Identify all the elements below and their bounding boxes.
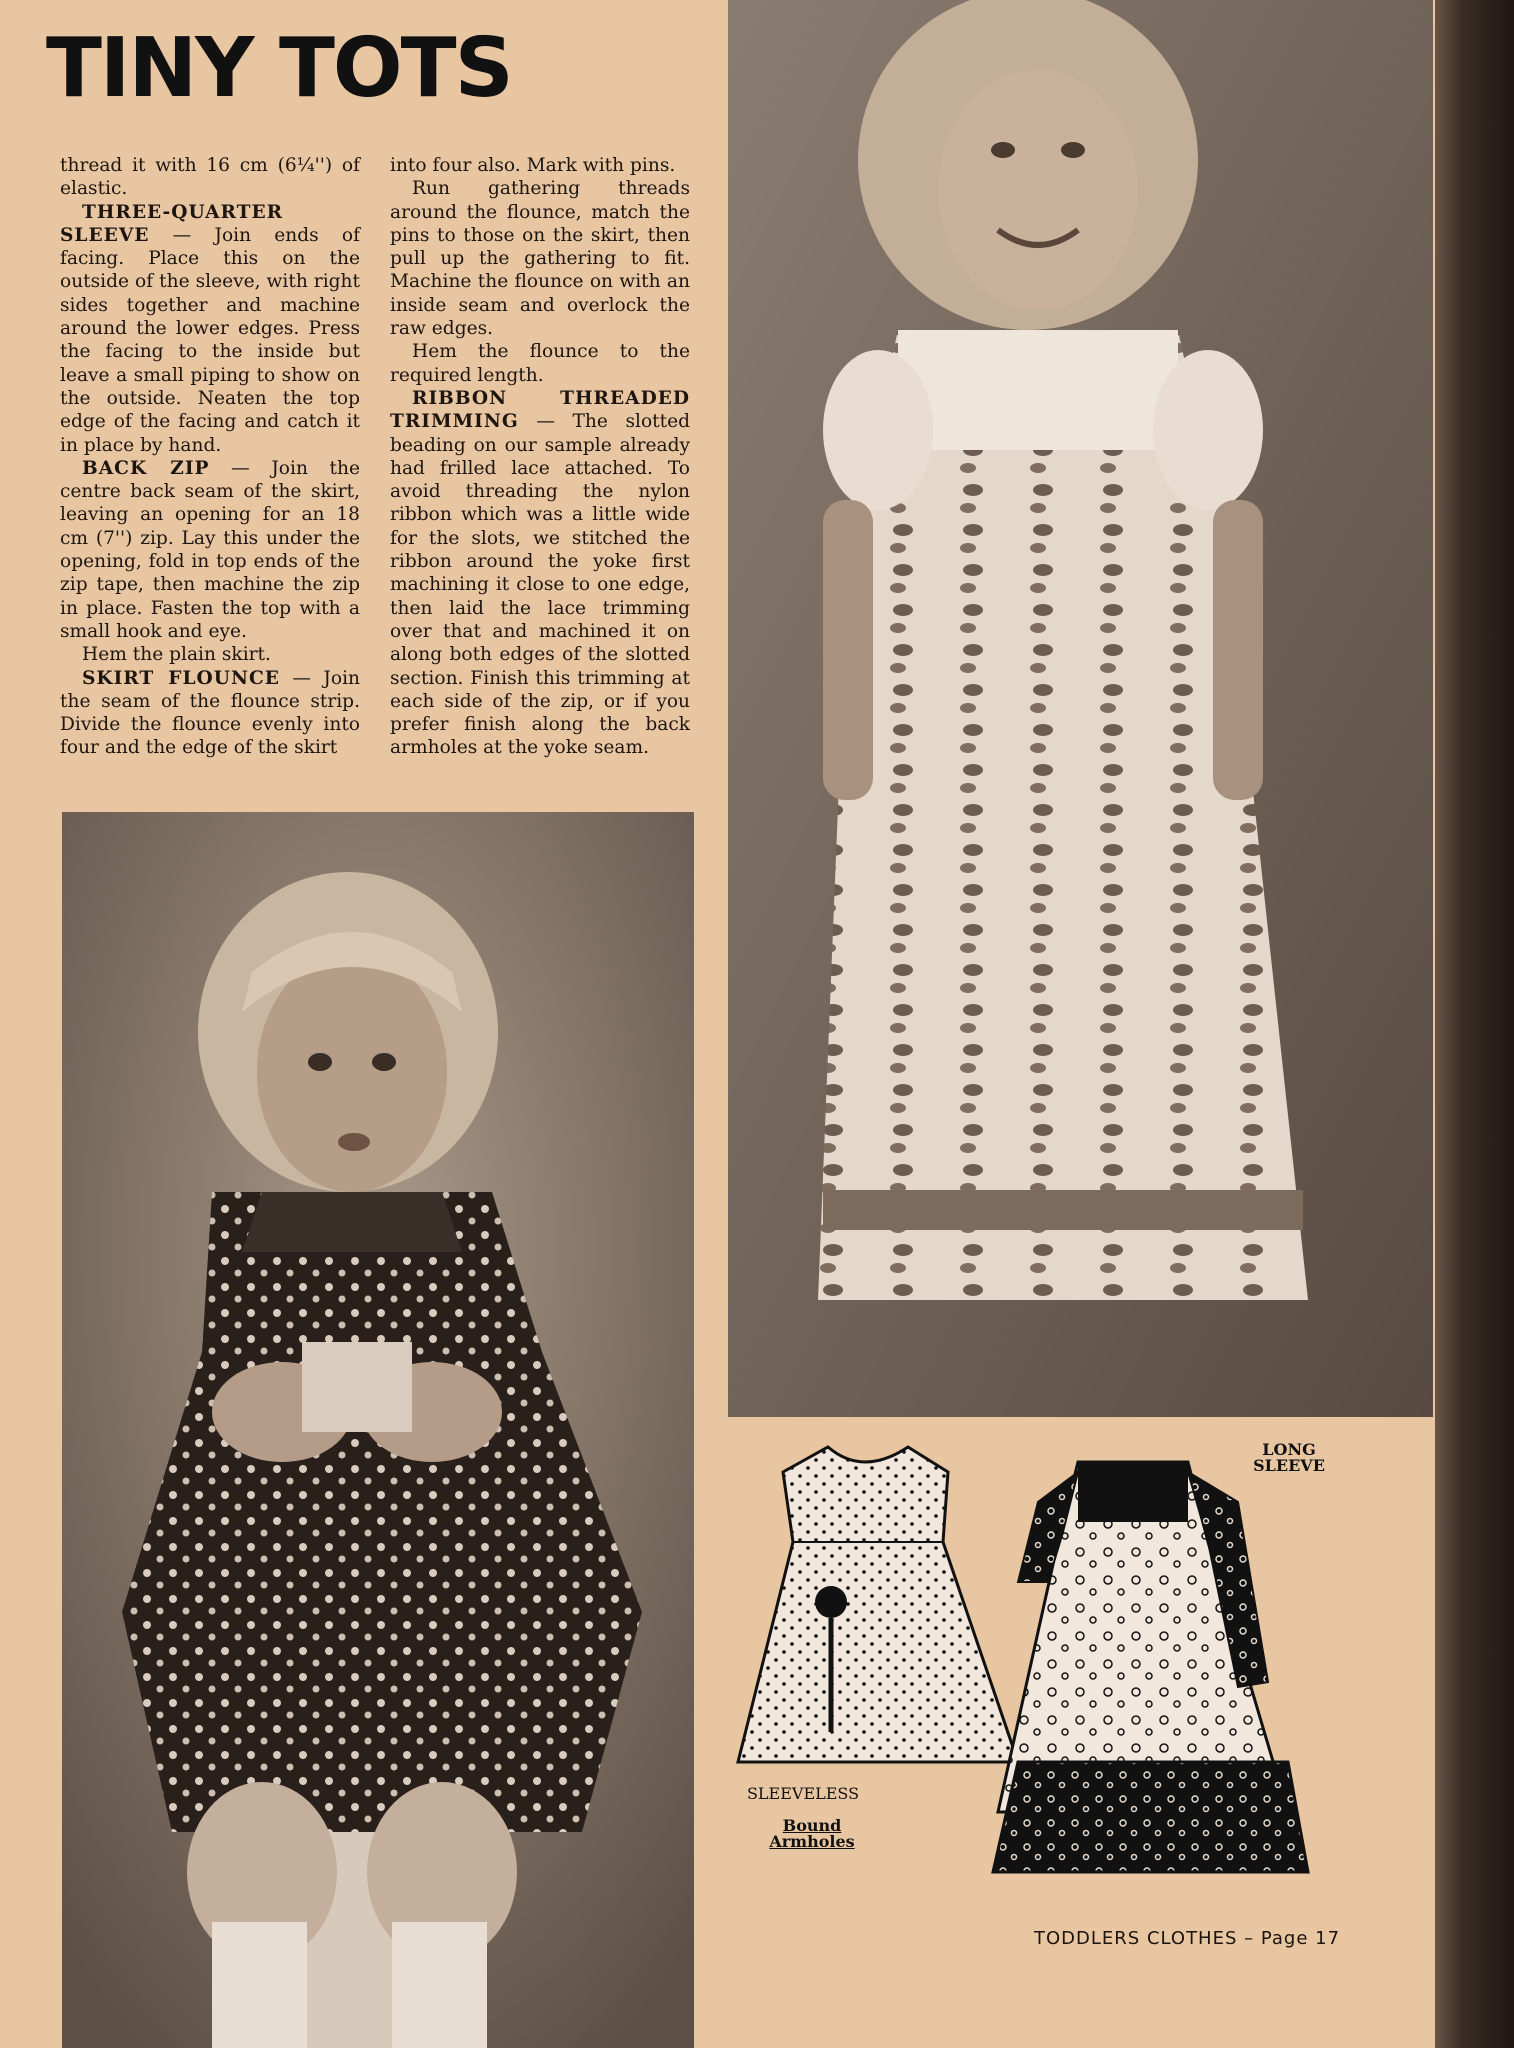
paragraph-ribbon-trimming <box>390 387 690 760</box>
section-text: — Join the seam of the flounce strip. Divide the flounce evenly into four and the edge of the skirt <box>60 667 360 759</box>
sleeveless-dress-drawing <box>738 1447 1018 1762</box>
sleeveless-label: SLEEVELESS <box>746 1784 860 1803</box>
text-column-2 <box>390 154 690 760</box>
paragraph: Hem the flounce to the required length. <box>390 341 690 386</box>
paragraph: into four also. Mark with pins. <box>390 155 676 176</box>
section-heading: RIBBON THREADED TRIMMING <box>390 387 690 433</box>
long-sleeve-label: LONG SLEEVE <box>1253 1440 1325 1475</box>
bound-armholes-label: Bound Armholes <box>769 1816 855 1851</box>
paragraph: thread it with 16 cm (6¼'') of elastic. <box>60 155 360 200</box>
paragraph-three-quarter-sleeve <box>60 201 360 457</box>
section-heading: THREE-QUARTER SLEEVE <box>60 201 284 246</box>
section-text: — Join the centre back seam of the skirt, leaving an opening for an 18 cm (7'') zip. Lay this under the opening, fold in top ends of the zip tape, then machine the zip in place. Fasten the top with a small hook and eye. <box>60 457 360 642</box>
section-heading: SKIRT FLOUNCE <box>82 667 280 689</box>
paragraph: Hem the plain skirt. <box>82 644 271 666</box>
paragraph-back-zip <box>60 457 360 643</box>
paragraph: Run gathering threads around the flounce, match the pins to those on the skirt, then pull up the gathering to fit. Machine the flounce on with an inside seam and overlock the raw edges. <box>390 178 690 340</box>
photo-standing-toddler <box>728 0 1433 1417</box>
section-text: — Join ends of facing. Place this on the outside of the sleeve, with right sides together and machine around the lower edges. Press the facing to the inside but leave a small piping to show on the outside. Neaten the top edge of the facing and catch it in place by hand. <box>60 224 360 456</box>
long-sleeve-dress-drawing <box>993 1462 1308 1872</box>
section-text: — The slotted beading on our sample already had frilled lace attached. To avoid threading the nylon ribbon which was a little wide for the slots, we stitched the ribbon around the yoke first machining it close to one edge, then laid the lace trimming over that and machined it on along both edges of the slotted section. Finish this trimming at each side of the zip, or if you prefer finish along the back armholes at the yoke seam. <box>390 411 690 759</box>
photo-seated-toddler <box>62 812 694 2048</box>
paragraph-skirt-flounce <box>60 667 360 760</box>
section-heading: BACK ZIP <box>82 457 210 479</box>
page-title: TINY TOTS <box>46 21 512 116</box>
page-binding-edge <box>1435 0 1514 2048</box>
text-column-1 <box>60 154 360 760</box>
page-footer: TODDLERS CLOTHES – Page 17 <box>1034 1928 1341 1949</box>
